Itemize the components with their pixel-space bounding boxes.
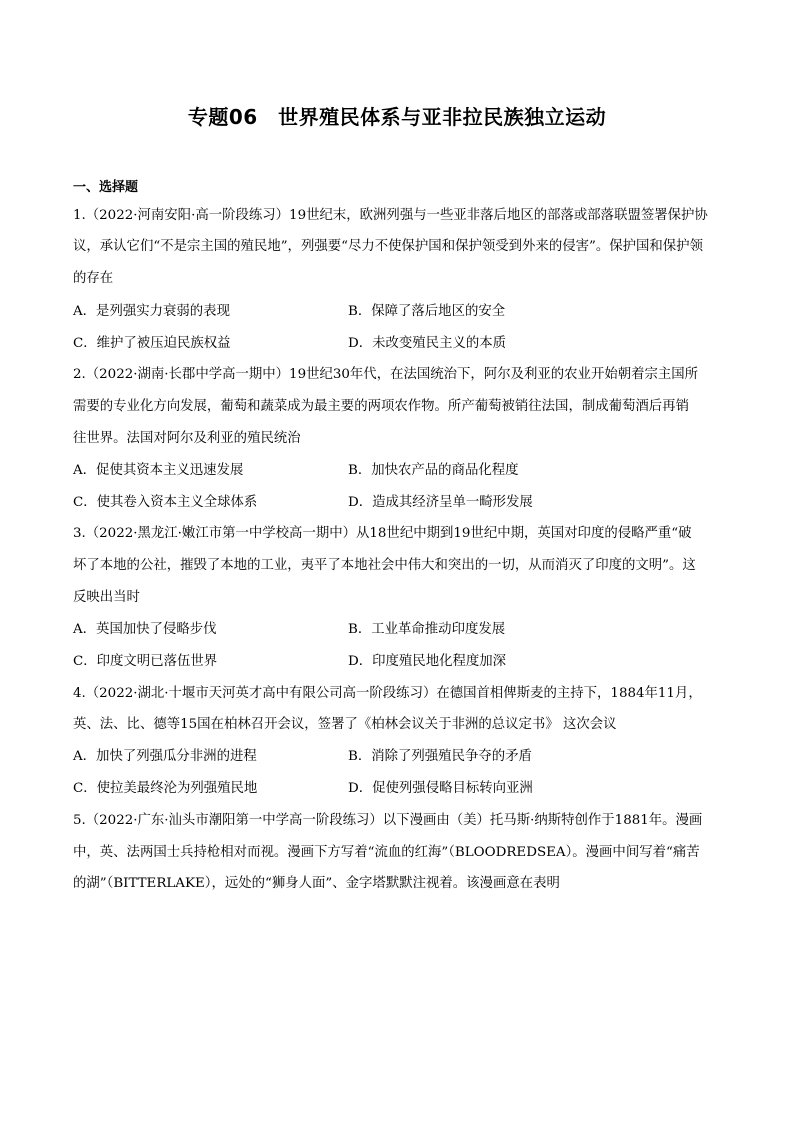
question-stem-line: 3.（2022·黑龙江·嫩江市第一中学校高一期中）从18世纪中期到19世纪中期，英国对印度的侵略严重“破: [73, 526, 692, 541]
option-c: C．使拉美最终沦为列强殖民地: [73, 781, 258, 796]
option-c: C．维护了被压迫民族权益: [73, 336, 231, 351]
option-b: B．加快农产品的商品化程度: [348, 463, 519, 478]
option-a: A．加快了列强瓜分非洲的进程: [73, 749, 257, 764]
question-stem-line: 议，承认它们“不是宗主国的殖民地”，列强要“尽力不使保护国和保护领受到外来的侵害”。保护国和保护领: [73, 239, 703, 254]
page-title: 专题06 世界殖民体系与亚非拉民族独立运动: [187, 105, 607, 129]
question-stem-line: 英、法、比、德等15国在柏林召开会议，签署了《柏林会议关于非洲的总议定书》 这次会议: [73, 717, 617, 732]
option-a: A．英国加快了侵略步伐: [73, 622, 217, 637]
question-stem-line: 往世界。法国对阿尔及利亚的殖民统治: [73, 431, 301, 446]
option-d: D．未改变殖民主义的本质: [348, 336, 507, 351]
option-c: C．使其卷入资本主义全球体系: [73, 495, 258, 510]
question-stem-line: 2.（2022·湖南·长郡中学高一期中）19世纪30年代，在法国统治下，阿尔及利亚的农业开始朝着宗主国所: [73, 367, 699, 382]
section-heading: 一、选择题: [73, 180, 139, 195]
question-stem-line: 坏了本地的公社，摧毁了本地的工业，夷平了本地社会中伟大和突出的一切，从而消灭了印度的文明”。这: [73, 558, 696, 573]
question-stem-line: 1.（2022·河南安阳·高一阶段练习）19世纪末，欧洲列强与一些亚非落后地区的部落或部落联盟签署保护协: [73, 208, 708, 223]
question-stem-line: 4.（2022·湖北·十堰市天河英才高中有限公司高一阶段练习）在德国首相俾斯麦的主持下，1884年11月，: [73, 686, 702, 701]
option-a: A．促使其资本主义迅速发展: [73, 463, 244, 478]
question-stem-line: 的存在: [73, 271, 114, 286]
option-d: D．印度殖民地化程度加深: [348, 654, 507, 669]
question-stem-line: 5.（2022·广东·汕头市潮阳第一中学高一阶段练习）以下漫画由（美）托马斯·纳斯特创作于1881年。漫画: [73, 813, 703, 828]
question-stem-line: 需要的专业化方向发展，葡萄和蔬菜成为最主要的两项农作物。所产葡萄被销往法国，制成葡萄酒后再销: [73, 399, 689, 414]
question-stem-line: 的湖”（BITTERLAKE），远处的“狮身人面”、金字塔默默注视着。该漫画意在表明: [73, 876, 560, 891]
option-d: D．促使列强侵略目标转向亚洲: [348, 781, 533, 796]
option-b: B．保障了落后地区的安全: [348, 304, 506, 319]
option-c: C．印度文明已落伍世界: [73, 654, 218, 669]
question-stem-line: 中，英、法两国士兵持枪相对而视。漫画下方写着“流血的红海”（BLOODREDSEA）。漫画中间写着“痛苦: [73, 845, 700, 860]
option-d: D．造成其经济呈单一畸形发展: [348, 495, 533, 510]
question-stem-line: 反映出当时: [73, 590, 140, 605]
option-b: B．工业革命推动印度发展: [348, 622, 506, 637]
option-a: A．是列强实力衰弱的表现: [73, 304, 230, 319]
option-b: B．消除了列强殖民争夺的矛盾: [348, 749, 532, 764]
